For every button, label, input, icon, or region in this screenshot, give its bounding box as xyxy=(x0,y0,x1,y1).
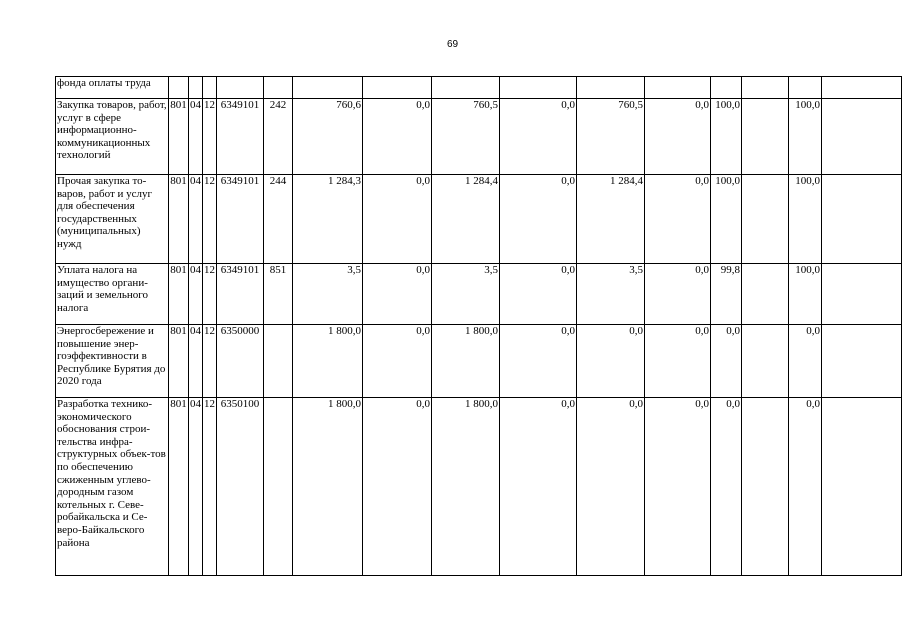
value-cell-5: 0,0 xyxy=(577,325,645,398)
table-row xyxy=(56,325,902,398)
value-cell-4 xyxy=(500,77,577,99)
pr-cell: 12 xyxy=(203,264,217,325)
vr-cell xyxy=(264,398,293,576)
value-cell-4: 0,0 xyxy=(500,99,577,175)
value-cell-6: 0,0 xyxy=(645,398,711,576)
value-cell-3 xyxy=(432,77,500,99)
budget-table xyxy=(55,76,902,576)
vr-cell: 244 xyxy=(264,175,293,264)
empty-cell xyxy=(822,99,902,175)
table-row xyxy=(56,264,902,325)
rz-cell xyxy=(189,77,203,99)
value-cell-2: 0,0 xyxy=(363,325,432,398)
value-cell-5 xyxy=(577,77,645,99)
value-cell-6: 0,0 xyxy=(645,264,711,325)
rz-cell: 04 xyxy=(189,264,203,325)
percent-cell-1: 0,0 xyxy=(711,325,742,398)
row-name: фонда оплаты труда xyxy=(56,77,169,99)
vr-cell: 851 xyxy=(264,264,293,325)
percent-cell-1: 0,0 xyxy=(711,398,742,576)
csr-cell xyxy=(217,77,264,99)
value-cell-5: 1 284,4 xyxy=(577,175,645,264)
row-name: Разработка технико-экономического обоснования строи-тельства инфра-структурных объек-тов по обеспечению сжиженным углево-дородным газом котельных г. Севе-робайкальска и Се-веро-Байкальского района xyxy=(56,398,169,576)
ved-cell: 801 xyxy=(169,175,189,264)
value-cell-1: 1 800,0 xyxy=(293,398,363,576)
rz-cell: 04 xyxy=(189,325,203,398)
empty-cell xyxy=(742,77,789,99)
percent-cell-1: 99,8 xyxy=(711,264,742,325)
row-name: Прочая закупка то-варов, работ и услуг для обеспечения государственных (муниципальных) нужд xyxy=(56,175,169,264)
rz-cell: 04 xyxy=(189,99,203,175)
value-cell-3: 1 284,4 xyxy=(432,175,500,264)
value-cell-5: 760,5 xyxy=(577,99,645,175)
rz-cell: 04 xyxy=(189,175,203,264)
empty-cell xyxy=(822,77,902,99)
value-cell-3: 1 800,0 xyxy=(432,325,500,398)
empty-cell xyxy=(822,264,902,325)
value-cell-2: 0,0 xyxy=(363,99,432,175)
empty-cell xyxy=(742,175,789,264)
empty-cell xyxy=(742,398,789,576)
value-cell-2 xyxy=(363,77,432,99)
empty-cell xyxy=(822,325,902,398)
pr-cell xyxy=(203,77,217,99)
table-row xyxy=(56,77,902,99)
value-cell-4: 0,0 xyxy=(500,264,577,325)
percent-cell-1: 100,0 xyxy=(711,175,742,264)
empty-cell xyxy=(742,99,789,175)
value-cell-2: 0,0 xyxy=(363,264,432,325)
value-cell-6: 0,0 xyxy=(645,325,711,398)
ved-cell: 801 xyxy=(169,325,189,398)
table-row xyxy=(56,398,902,576)
percent-cell-1 xyxy=(711,77,742,99)
value-cell-3: 3,5 xyxy=(432,264,500,325)
percent-cell-2: 100,0 xyxy=(789,99,822,175)
ved-cell xyxy=(169,77,189,99)
row-name: Уплата налога на имущество органи-заций и земельного налога xyxy=(56,264,169,325)
value-cell-5: 0,0 xyxy=(577,398,645,576)
percent-cell-2: 100,0 xyxy=(789,264,822,325)
percent-cell-1: 100,0 xyxy=(711,99,742,175)
value-cell-2: 0,0 xyxy=(363,398,432,576)
value-cell-6: 0,0 xyxy=(645,99,711,175)
table-row xyxy=(56,99,902,175)
pr-cell: 12 xyxy=(203,99,217,175)
value-cell-4: 0,0 xyxy=(500,175,577,264)
row-name: Энергосбережение и повышение энер-гоэффективности в Республике Бурятия до 2020 года xyxy=(56,325,169,398)
value-cell-1: 1 284,3 xyxy=(293,175,363,264)
value-cell-4: 0,0 xyxy=(500,398,577,576)
percent-cell-2: 100,0 xyxy=(789,175,822,264)
ved-cell: 801 xyxy=(169,264,189,325)
value-cell-2: 0,0 xyxy=(363,175,432,264)
percent-cell-2 xyxy=(789,77,822,99)
table-row xyxy=(56,175,902,264)
page-number: 69 xyxy=(446,39,459,50)
empty-cell xyxy=(822,175,902,264)
pr-cell: 12 xyxy=(203,398,217,576)
pr-cell: 12 xyxy=(203,325,217,398)
row-name: Закупка товаров, работ, услуг в сфере информационно-коммуникационных технологий xyxy=(56,99,169,175)
empty-cell xyxy=(742,325,789,398)
value-cell-1: 760,6 xyxy=(293,99,363,175)
value-cell-1 xyxy=(293,77,363,99)
value-cell-3: 1 800,0 xyxy=(432,398,500,576)
value-cell-4: 0,0 xyxy=(500,325,577,398)
value-cell-6 xyxy=(645,77,711,99)
empty-cell xyxy=(742,264,789,325)
csr-cell: 6349101 xyxy=(217,99,264,175)
csr-cell: 6350000 xyxy=(217,325,264,398)
ved-cell: 801 xyxy=(169,398,189,576)
value-cell-5: 3,5 xyxy=(577,264,645,325)
percent-cell-2: 0,0 xyxy=(789,325,822,398)
csr-cell: 6349101 xyxy=(217,264,264,325)
vr-cell xyxy=(264,325,293,398)
vr-cell xyxy=(264,77,293,99)
csr-cell: 6350100 xyxy=(217,398,264,576)
value-cell-3: 760,5 xyxy=(432,99,500,175)
rz-cell: 04 xyxy=(189,398,203,576)
empty-cell xyxy=(822,398,902,576)
percent-cell-2: 0,0 xyxy=(789,398,822,576)
pr-cell: 12 xyxy=(203,175,217,264)
vr-cell: 242 xyxy=(264,99,293,175)
value-cell-1: 3,5 xyxy=(293,264,363,325)
ved-cell: 801 xyxy=(169,99,189,175)
csr-cell: 6349101 xyxy=(217,175,264,264)
value-cell-6: 0,0 xyxy=(645,175,711,264)
value-cell-1: 1 800,0 xyxy=(293,325,363,398)
